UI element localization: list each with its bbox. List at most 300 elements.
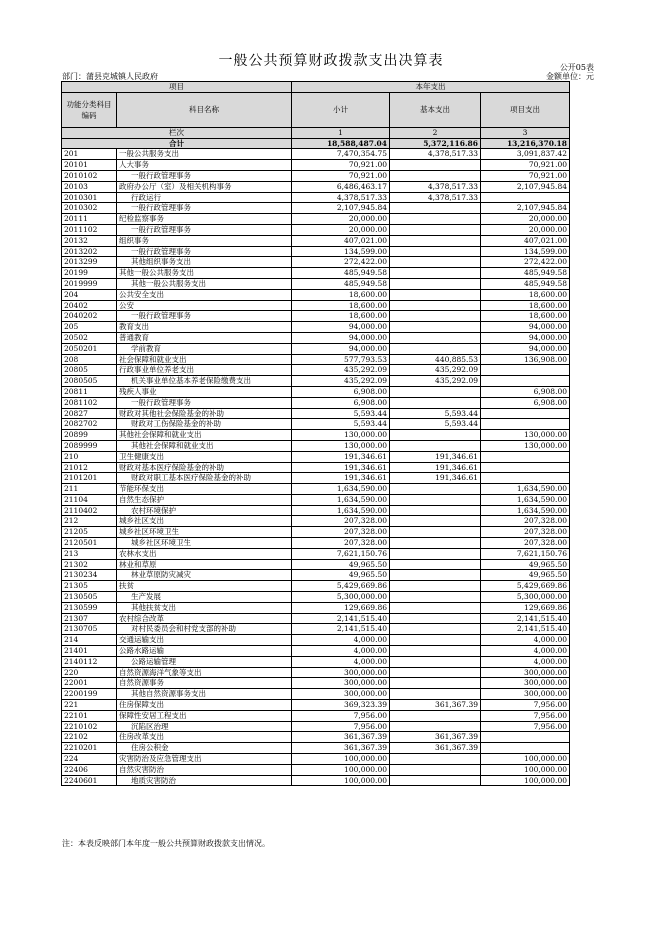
row-name: 行政运行 (117, 192, 292, 203)
row-subtotal: 7,956.00 (292, 721, 390, 732)
row-project: 70,921.00 (481, 170, 570, 181)
row-project (481, 419, 570, 430)
row-project: 207,328.00 (481, 516, 570, 527)
header-name: 科目名称 (117, 92, 292, 127)
table-row (62, 397, 570, 408)
row-subtotal: 100,000.00 (292, 764, 390, 775)
row-code: 2130505 (62, 592, 117, 603)
row-subtotal: 1,634,590.00 (292, 494, 390, 505)
table-row (62, 743, 570, 754)
row-code: 20199 (62, 268, 117, 279)
row-subtotal: 70,921.00 (292, 160, 390, 171)
row-project (481, 473, 570, 484)
row-name: 林业草原防灾减灾 (117, 570, 292, 581)
table-row (62, 181, 570, 192)
row-basic (390, 505, 481, 516)
table-row (62, 473, 570, 484)
table-row (62, 581, 570, 592)
row-name: 行政事业单位养老支出 (117, 365, 292, 376)
row-subtotal: 577,793.53 (292, 354, 390, 365)
row-project (481, 192, 570, 203)
table-row (62, 689, 570, 700)
table-row (62, 246, 570, 257)
row-subtotal: 129,669.86 (292, 602, 390, 613)
row-project: 94,000.00 (481, 322, 570, 333)
row-code: 20899 (62, 430, 117, 441)
row-subtotal: 191,346.61 (292, 462, 390, 473)
row-subtotal: 134,599.00 (292, 246, 390, 257)
row-basic (390, 538, 481, 549)
row-basic (390, 721, 481, 732)
row-subtotal: 94,000.00 (292, 322, 390, 333)
row-name: 对村民委员会和村党支部的补助 (117, 624, 292, 635)
row-name: 自然生态保护 (117, 494, 292, 505)
row-name: 普通教育 (117, 332, 292, 343)
row-project: 100,000.00 (481, 764, 570, 775)
row-code: 20101 (62, 160, 117, 171)
row-subtotal: 2,141,515.40 (292, 613, 390, 624)
row-code: 2130705 (62, 624, 117, 635)
row-code: 2010301 (62, 192, 117, 203)
row-basic (390, 635, 481, 646)
row-name: 其他扶贫支出 (117, 602, 292, 613)
table-row (62, 214, 570, 225)
table-row (62, 322, 570, 333)
row-code: 20111 (62, 214, 117, 225)
table-row (62, 484, 570, 495)
row-basic (390, 656, 481, 667)
row-project: 49,965.50 (481, 570, 570, 581)
row-code: 2081102 (62, 397, 117, 408)
table-row (62, 527, 570, 538)
row-basic: 440,885.53 (390, 354, 481, 365)
row-project (481, 732, 570, 743)
row-code: 2011102 (62, 224, 117, 235)
row-code: 2010102 (62, 170, 117, 181)
row-basic: 435,292.09 (390, 376, 481, 387)
row-name: 公安 (117, 300, 292, 311)
row-project: 6,908.00 (481, 397, 570, 408)
row-name: 地质灾害防治 (117, 775, 292, 786)
row-basic: 4,378,517.33 (390, 192, 481, 203)
row-basic (390, 278, 481, 289)
row-code: 208 (62, 354, 117, 365)
row-subtotal: 300,000.00 (292, 689, 390, 700)
table-row (62, 635, 570, 646)
row-basic (390, 592, 481, 603)
row-subtotal: 2,141,515.40 (292, 624, 390, 635)
row-subtotal: 485,949.58 (292, 268, 390, 279)
row-code: 20103 (62, 181, 117, 192)
row-project: 1,634,590.00 (481, 494, 570, 505)
table-row (62, 343, 570, 354)
row-project: 7,956.00 (481, 700, 570, 711)
table-row (62, 516, 570, 527)
header-project-exp: 项目支出 (481, 92, 570, 127)
table-row (62, 332, 570, 343)
table-row (62, 430, 570, 441)
row-basic (390, 160, 481, 171)
row-subtotal: 4,378,517.33 (292, 192, 390, 203)
table-row (62, 732, 570, 743)
row-basic: 361,367.39 (390, 700, 481, 711)
row-code: 2130234 (62, 570, 117, 581)
row-basic: 361,367.39 (390, 743, 481, 754)
table-row (62, 451, 570, 462)
row-name: 城乡社区环境卫生 (117, 527, 292, 538)
row-code: 2013202 (62, 246, 117, 257)
row-project: 94,000.00 (481, 332, 570, 343)
row-name: 一般行政管理事务 (117, 311, 292, 322)
row-project: 5,300,000.00 (481, 592, 570, 603)
row-code: 224 (62, 754, 117, 765)
row-subtotal: 300,000.00 (292, 678, 390, 689)
row-subtotal: 6,908.00 (292, 397, 390, 408)
row-subtotal: 1,634,590.00 (292, 484, 390, 495)
row-basic (390, 764, 481, 775)
row-name: 农村综合改革 (117, 613, 292, 624)
row-name: 一般行政管理事务 (117, 203, 292, 214)
row-name: 自然资源海洋气象等支出 (117, 667, 292, 678)
row-basic (390, 224, 481, 235)
row-subtotal: 6,486,463.17 (292, 181, 390, 192)
row-basic (390, 430, 481, 441)
table-row (62, 203, 570, 214)
col-num-1: 1 (292, 127, 390, 138)
row-code: 20805 (62, 365, 117, 376)
row-name: 其他一般公共服务支出 (117, 278, 292, 289)
row-name: 沉陷区治理 (117, 721, 292, 732)
header-project: 项目 (62, 82, 292, 93)
row-project: 4,000.00 (481, 635, 570, 646)
table-row (62, 235, 570, 246)
row-name: 政府办公厅（室）及相关机构事务 (117, 181, 292, 192)
row-name: 财政对其他社会保险基金的补助 (117, 408, 292, 419)
row-basic (390, 602, 481, 613)
row-code: 220 (62, 667, 117, 678)
total-project: 13,216,370.18 (481, 138, 570, 149)
row-code: 20827 (62, 408, 117, 419)
row-name: 残疾人事业 (117, 386, 292, 397)
row-project (481, 376, 570, 387)
table-row (62, 462, 570, 473)
row-subtotal: 6,908.00 (292, 386, 390, 397)
row-project: 485,949.58 (481, 278, 570, 289)
table-row (62, 170, 570, 181)
row-subtotal: 18,600.00 (292, 311, 390, 322)
row-code: 21104 (62, 494, 117, 505)
row-subtotal: 100,000.00 (292, 754, 390, 765)
row-name: 组织事务 (117, 235, 292, 246)
row-name: 住房改革支出 (117, 732, 292, 743)
row-subtotal: 20,000.00 (292, 224, 390, 235)
row-name: 农林水支出 (117, 548, 292, 559)
row-code: 2040202 (62, 311, 117, 322)
total-basic: 5,372,116.86 (390, 138, 481, 149)
table-row (62, 408, 570, 419)
row-name: 一般公共服务支出 (117, 149, 292, 160)
table-row (62, 656, 570, 667)
footnote: 注：本表反映部门本年度一般公共预算财政拨款支出情况。 (62, 839, 270, 848)
row-basic (390, 646, 481, 657)
row-name: 其他一般公共服务支出 (117, 268, 292, 279)
header-basic: 基本支出 (390, 92, 481, 127)
row-project: 2,107,945.84 (481, 181, 570, 192)
row-name: 人大事务 (117, 160, 292, 171)
row-code: 21012 (62, 462, 117, 473)
table-row (62, 505, 570, 516)
row-name: 财政对工伤保险基金的补助 (117, 419, 292, 430)
row-code: 2019999 (62, 278, 117, 289)
row-subtotal: 300,000.00 (292, 667, 390, 678)
row-subtotal: 100,000.00 (292, 775, 390, 786)
row-basic: 191,346.61 (390, 462, 481, 473)
row-basic (390, 332, 481, 343)
row-code: 212 (62, 516, 117, 527)
total-subtotal: 18,588,487.04 (292, 138, 390, 149)
row-code: 20502 (62, 332, 117, 343)
row-subtotal: 369,323.39 (292, 700, 390, 711)
row-name: 其他社会保障和就业支出 (117, 430, 292, 441)
row-code: 2013299 (62, 257, 117, 268)
row-basic: 191,346.61 (390, 451, 481, 462)
row-subtotal: 5,593.44 (292, 408, 390, 419)
unit-label: 金额单位：元 (546, 72, 594, 81)
row-code: 221 (62, 700, 117, 711)
row-basic (390, 678, 481, 689)
row-name: 自然资源事务 (117, 678, 292, 689)
col-num-2: 2 (390, 127, 481, 138)
row-basic (390, 559, 481, 570)
row-subtotal: 485,949.58 (292, 278, 390, 289)
department-label: 部门：蒲县克城镇人民政府 (62, 72, 158, 81)
row-project: 2,107,945.84 (481, 203, 570, 214)
row-subtotal: 70,921.00 (292, 170, 390, 181)
row-project: 6,908.00 (481, 386, 570, 397)
row-subtotal: 4,000.00 (292, 656, 390, 667)
row-subtotal: 4,000.00 (292, 635, 390, 646)
table-row (62, 775, 570, 786)
table-row (62, 300, 570, 311)
row-basic: 4,378,517.33 (390, 149, 481, 160)
row-basic (390, 548, 481, 559)
row-name: 交通运输支出 (117, 635, 292, 646)
row-code: 2050201 (62, 343, 117, 354)
row-code: 201 (62, 149, 117, 160)
row-basic (390, 214, 481, 225)
row-name: 自然灾害防治 (117, 764, 292, 775)
row-code: 213 (62, 548, 117, 559)
row-subtotal: 7,956.00 (292, 710, 390, 721)
row-code: 2200199 (62, 689, 117, 700)
row-code: 20811 (62, 386, 117, 397)
table-row (62, 278, 570, 289)
row-project (481, 743, 570, 754)
row-code: 2140112 (62, 656, 117, 667)
row-code: 21302 (62, 559, 117, 570)
table-row (62, 160, 570, 171)
row-name: 一般行政管理事务 (117, 397, 292, 408)
row-basic (390, 570, 481, 581)
row-basic (390, 667, 481, 678)
row-subtotal: 5,429,669.86 (292, 581, 390, 592)
row-basic (390, 235, 481, 246)
row-project: 5,429,669.86 (481, 581, 570, 592)
row-project (481, 451, 570, 462)
row-subtotal: 18,600.00 (292, 300, 390, 311)
row-code: 2210102 (62, 721, 117, 732)
row-code: 2240601 (62, 775, 117, 786)
row-basic (390, 624, 481, 635)
row-subtotal: 130,000.00 (292, 440, 390, 451)
table-row (62, 602, 570, 613)
row-code: 204 (62, 289, 117, 300)
row-code: 210 (62, 451, 117, 462)
row-project: 18,600.00 (481, 289, 570, 300)
row-subtotal: 207,328.00 (292, 538, 390, 549)
lanci-label: 栏次 (62, 127, 292, 138)
row-name: 机关事业单位基本养老保险缴费支出 (117, 376, 292, 387)
row-basic (390, 343, 481, 354)
row-code: 20402 (62, 300, 117, 311)
row-name: 其他社会保障和就业支出 (117, 440, 292, 451)
row-code: 214 (62, 635, 117, 646)
header-code: 功能分类科目编码 (62, 92, 117, 127)
row-project: 207,328.00 (481, 527, 570, 538)
row-subtotal: 435,292.09 (292, 365, 390, 376)
row-name: 财政对职工基本医疗保险基金的补助 (117, 473, 292, 484)
row-project: 18,600.00 (481, 311, 570, 322)
row-project: 136,908.00 (481, 354, 570, 365)
row-name: 一般行政管理事务 (117, 170, 292, 181)
row-subtotal: 1,634,590.00 (292, 505, 390, 516)
header-current-year: 本年支出 (292, 82, 570, 93)
row-subtotal: 435,292.09 (292, 376, 390, 387)
table-row (62, 678, 570, 689)
row-project: 129,669.86 (481, 602, 570, 613)
row-project: 2,141,515.40 (481, 624, 570, 635)
row-subtotal: 4,000.00 (292, 646, 390, 657)
row-code: 22101 (62, 710, 117, 721)
row-project: 1,634,590.00 (481, 505, 570, 516)
row-basic (390, 203, 481, 214)
row-code: 2120501 (62, 538, 117, 549)
row-code: 2010302 (62, 203, 117, 214)
row-project: 18,600.00 (481, 300, 570, 311)
col-num-3: 3 (481, 127, 570, 138)
row-project: 300,000.00 (481, 667, 570, 678)
row-basic (390, 311, 481, 322)
row-subtotal: 361,367.39 (292, 732, 390, 743)
row-code: 2082702 (62, 419, 117, 430)
row-basic (390, 775, 481, 786)
row-project: 130,000.00 (481, 440, 570, 451)
row-subtotal: 5,593.44 (292, 419, 390, 430)
row-subtotal: 207,328.00 (292, 516, 390, 527)
row-basic (390, 710, 481, 721)
row-basic (390, 494, 481, 505)
row-name: 住房保障支出 (117, 700, 292, 711)
row-name: 保障性安居工程支出 (117, 710, 292, 721)
table-row (62, 192, 570, 203)
row-basic: 435,292.09 (390, 365, 481, 376)
table-row (62, 440, 570, 451)
row-basic (390, 300, 481, 311)
table-row (62, 646, 570, 657)
table-row (62, 386, 570, 397)
row-name: 其他组织事务支出 (117, 257, 292, 268)
form-code: 公开05表 (559, 63, 594, 72)
report-title: 一般公共预算财政拨款支出决算表 (218, 53, 444, 69)
row-subtotal: 130,000.00 (292, 430, 390, 441)
row-project: 7,621,150.76 (481, 548, 570, 559)
row-basic (390, 516, 481, 527)
row-subtotal: 18,600.00 (292, 289, 390, 300)
row-subtotal: 207,328.00 (292, 527, 390, 538)
row-name: 学前教育 (117, 343, 292, 354)
row-basic: 5,593.44 (390, 419, 481, 430)
table-row (62, 494, 570, 505)
row-subtotal: 272,422.00 (292, 257, 390, 268)
table-row (62, 538, 570, 549)
row-project: 7,956.00 (481, 721, 570, 732)
table-row (62, 257, 570, 268)
row-basic (390, 527, 481, 538)
row-subtotal: 7,621,150.76 (292, 548, 390, 559)
row-subtotal: 361,367.39 (292, 743, 390, 754)
row-subtotal: 2,107,945.84 (292, 203, 390, 214)
table-row (62, 548, 570, 559)
row-project: 20,000.00 (481, 224, 570, 235)
row-project: 407,021.00 (481, 235, 570, 246)
row-code: 21401 (62, 646, 117, 657)
row-project (481, 462, 570, 473)
table-row (62, 613, 570, 624)
row-subtotal: 49,965.50 (292, 570, 390, 581)
row-code: 20132 (62, 235, 117, 246)
row-name: 财政对基本医疗保险基金的补助 (117, 462, 292, 473)
table-row (62, 289, 570, 300)
table-row (62, 710, 570, 721)
row-subtotal: 49,965.50 (292, 559, 390, 570)
row-name: 一般行政管理事务 (117, 246, 292, 257)
row-name: 其他自然资源事务支出 (117, 689, 292, 700)
row-code: 2130599 (62, 602, 117, 613)
row-project (481, 365, 570, 376)
row-basic (390, 440, 481, 451)
row-name: 生产发展 (117, 592, 292, 603)
row-basic: 5,593.44 (390, 408, 481, 419)
row-project: 300,000.00 (481, 689, 570, 700)
row-code: 2210201 (62, 743, 117, 754)
row-name: 纪检监察事务 (117, 214, 292, 225)
row-code: 205 (62, 322, 117, 333)
row-subtotal: 94,000.00 (292, 332, 390, 343)
row-project: 4,000.00 (481, 656, 570, 667)
row-project: 100,000.00 (481, 775, 570, 786)
row-project: 272,422.00 (481, 257, 570, 268)
row-project: 130,000.00 (481, 430, 570, 441)
row-name: 教育支出 (117, 322, 292, 333)
row-project: 134,599.00 (481, 246, 570, 257)
row-name: 城乡社区支出 (117, 516, 292, 527)
row-project: 3,091,837.42 (481, 149, 570, 160)
table-row (62, 592, 570, 603)
row-basic (390, 386, 481, 397)
row-project: 20,000.00 (481, 214, 570, 225)
row-code: 211 (62, 484, 117, 495)
row-name: 扶贫 (117, 581, 292, 592)
